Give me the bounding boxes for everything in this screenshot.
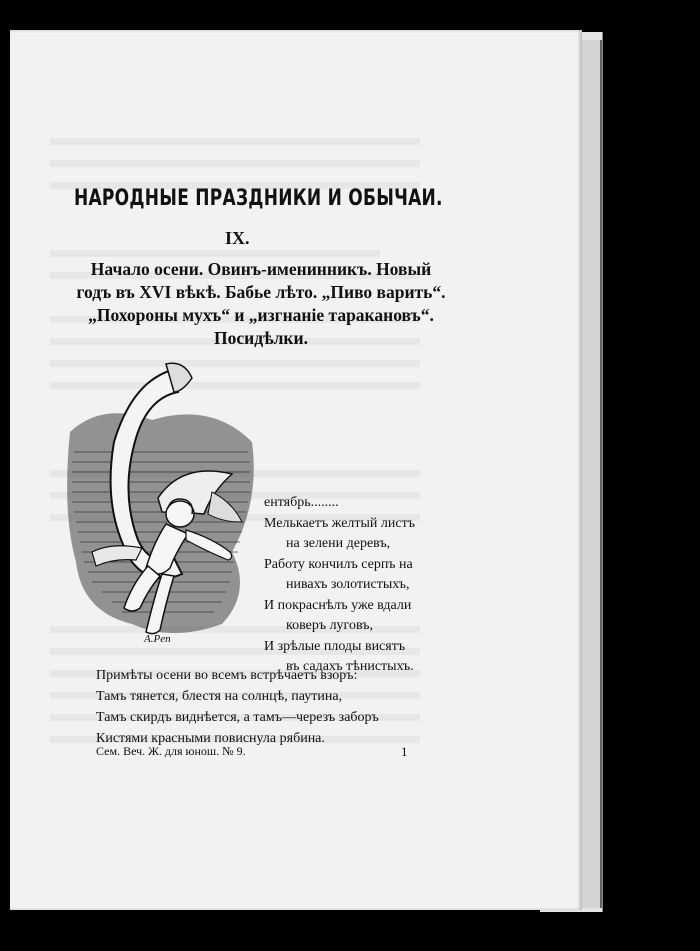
- verse-line: Кистями красными повиснула рябина.: [96, 731, 325, 746]
- artist-signature: A.Pen: [144, 633, 171, 645]
- poem-block: [264, 493, 444, 678]
- poem-line: нивахъ золотистыхъ,: [286, 577, 410, 592]
- subtitle-line: Начало осени. Овинъ-именинникъ. Новый: [90, 259, 432, 279]
- page-title: НАРОДНЫЕ ПРАЗДНИКИ И ОБЫЧАИ.: [74, 186, 443, 211]
- verse-line: Тамъ тянется, блестя на солнцѣ, паутина,: [96, 689, 343, 704]
- poem-line: И покраснѣлъ уже вдали: [264, 597, 412, 613]
- poem-line: въ садахъ тѣнистыхъ.: [286, 659, 414, 674]
- cherub-engraving-icon: [62, 362, 262, 652]
- chapter-number: IX.: [225, 228, 250, 248]
- page-number: 1: [401, 744, 408, 759]
- poem-line: на зелени деревъ,: [286, 536, 391, 551]
- page-footer: [96, 744, 416, 759]
- publication-signature: Сем. Веч. Ж. для юнош. № 9.: [96, 744, 246, 758]
- body-verse: [96, 665, 456, 749]
- drop-cap-illustration: [62, 362, 262, 652]
- poem-line: коверъ луговъ,: [286, 618, 373, 633]
- subtitle-line: Посидѣлки.: [214, 328, 308, 348]
- poem-line: Мелькаетъ желтый листъ: [264, 515, 415, 531]
- chapter-subtitle: [76, 258, 446, 350]
- subtitle-line: „Похороны мухъ“ и „изгнаніе таракановъ“.: [88, 305, 434, 325]
- poem-line: Работу кончилъ серпъ на: [264, 556, 413, 572]
- poem-line: И зрѣлые плоды висятъ: [264, 638, 406, 654]
- subtitle-line: годъ въ XVI вѣкѣ. Бабье лѣто. „Пиво варить“.: [76, 282, 446, 302]
- poem-line: ентябрь........: [264, 495, 339, 510]
- verse-line: Тамъ скирдъ виднѣется, а тамъ—черезъ заборъ: [96, 710, 379, 725]
- verse-line: Примѣты осени во всемъ встрѣчаетъ взоръ:: [96, 668, 358, 683]
